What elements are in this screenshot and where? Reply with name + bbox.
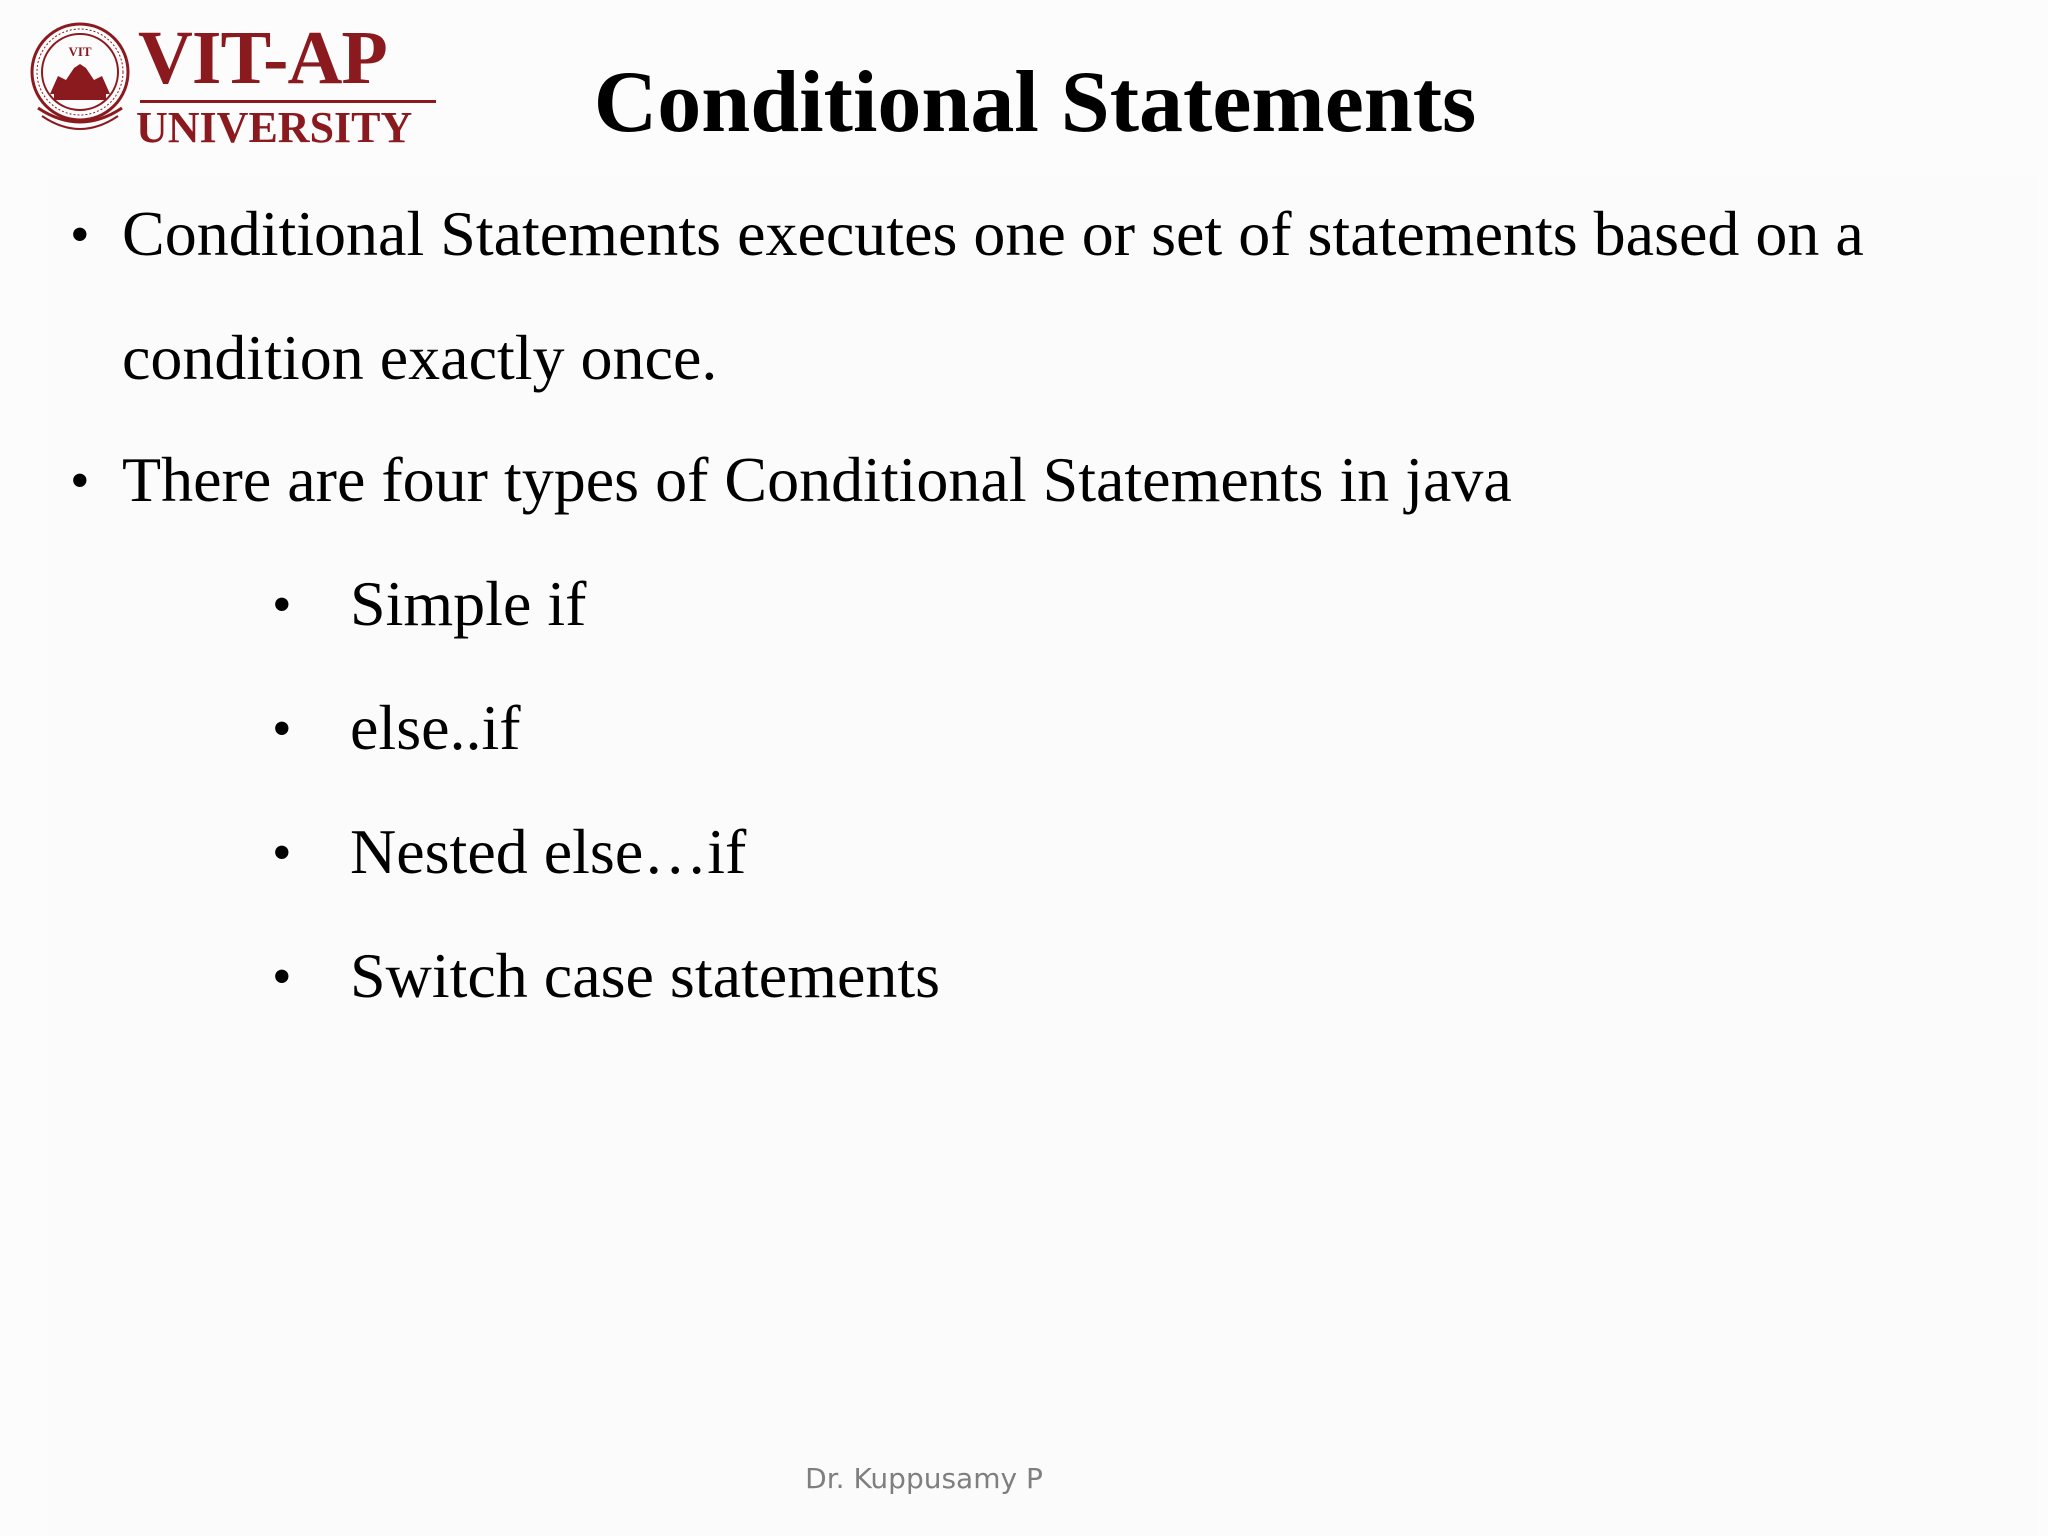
bullet-2-line-1: There are four types of Conditional Statements in java <box>122 444 1512 515</box>
sub-bullet-glyph: • <box>272 698 292 760</box>
sub-bullet-switch-case: Switch case statements <box>350 940 941 1011</box>
sub-bullet-glyph: • <box>272 946 292 1008</box>
sub-bullet-glyph: • <box>272 822 292 884</box>
bullet-1-line-2: condition exactly once. <box>122 322 718 393</box>
slide-title: Conditional Statements <box>593 54 1477 151</box>
logo-name-line1: VIT-AP <box>138 16 387 100</box>
university-seal-icon <box>28 20 132 136</box>
logo-name-line2: UNIVERSITY <box>136 103 413 152</box>
bullet-1-line-1: Conditional Statements executes one or set of statements based on a <box>122 198 1864 269</box>
sub-bullet-simple-if: Simple if <box>350 568 587 639</box>
sub-bullet-nested-else-if: Nested else…if <box>350 816 747 887</box>
sub-bullet-glyph: • <box>272 574 292 636</box>
svg-text:VIT: VIT <box>68 44 92 59</box>
bullet-glyph: • <box>70 204 90 266</box>
footer-author: Dr. Kuppusamy P <box>805 1462 1043 1495</box>
bullet-glyph: • <box>70 450 90 512</box>
sub-bullet-else-if: else..if <box>350 692 521 763</box>
university-logo <box>28 16 428 152</box>
